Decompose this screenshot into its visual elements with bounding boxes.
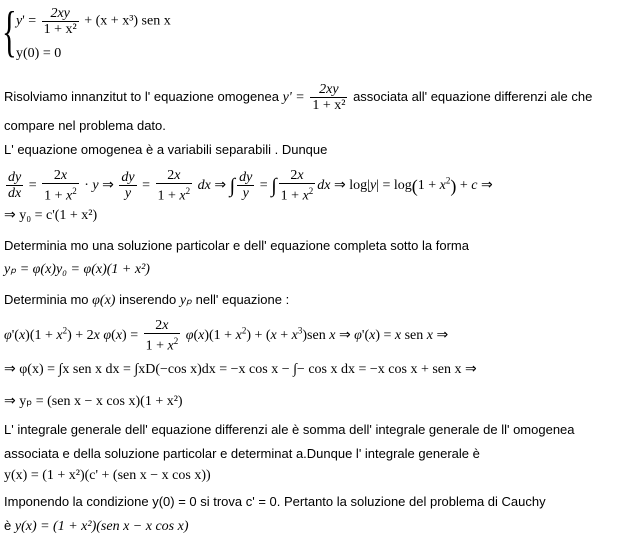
eq1-numerator: 2xy [42, 6, 79, 22]
y0-line: ⇒ y₀ = c'(1 + x²) [4, 208, 98, 223]
p1-eq: y' = [282, 89, 305, 105]
p1-text-a: Risolviamo innanzitut to l' equazione omogenea [4, 88, 279, 104]
paragraph-1 [4, 82, 592, 113]
p5-text-a: Determinia mo [4, 292, 89, 307]
eq1-denominator: 1 + x² [43, 22, 77, 37]
p9-text-a: è [4, 518, 12, 533]
p1-fraction [310, 82, 347, 113]
p1-numerator: 2xy [310, 82, 347, 98]
paragraph-7: associata e della soluzione particolar e determinat a.Dunque l' integrale generale è [4, 446, 480, 461]
yp-result-line: ⇒ yₚ = (sen x − x cos x)(1 + x²) [4, 394, 183, 409]
system-eq2: y(0) = 0 [16, 46, 62, 61]
p8-text-a: Imponendo la condizione [4, 494, 149, 509]
general-solution-line: y(x) = (1 + x²)(c' + (sen x − x cos x)) [4, 468, 211, 483]
system-brace: { [2, 1, 17, 63]
p5-text-c: nell' equazione : [195, 292, 290, 307]
p5-phi: φ(x) [92, 293, 116, 308]
system-eq1: y' = $\frac{2xy}{\text{1 + x²}}$ + (x + x³) sen x [16, 6, 171, 37]
paragraph-2: compare nel problema dato. [4, 118, 166, 133]
paragraph-9 [4, 518, 188, 535]
integration-line: ⇒ φ(x) = ∫x sen x dx = ∫xD(−cos x)dx = −x cos x − ∫− cos x dx = −x cos x + sen x ⇒ [4, 362, 477, 377]
paragraph-8 [4, 494, 546, 510]
p5-text-b: inserendo [119, 292, 177, 307]
paragraph-5 [4, 292, 289, 309]
yp-form-line: yₚ = φ(x)y₀ = φ(x)(1 + x²) [4, 262, 150, 277]
final-solution: y(x) = (1 + x²)(sen x − x cos x) [14, 519, 189, 534]
paragraph-4: Determinia mo una soluzione particolar e dell' equazione completa sotto la forma [4, 238, 469, 253]
eq1-rhs: + (x + x³) sen x [84, 13, 171, 29]
p8-text-b: y(0) = 0 si trova c' = 0. Pertanto la soluzione del problema di Cauchy [152, 494, 546, 509]
substitution-line: $\varphi'(x)(1 + x^2) + 2x$ φ(x) = $\frac{2x}{1 + x^2}$ $\varphi(x)(1 + x^2) + (x + x^3)sen$ x ⇒ φ'(x) = x sen x ⇒ [4, 318, 449, 354]
p1-denominator: 1 + x² [312, 98, 346, 113]
separation-line: $\frac{dy}{dx}$ = $\frac{2x}{1 + x^2}$ · y ⇒ $\frac{dy}{y}$ = $\frac{2x}{1 + x^2}$ dx ⇒ ∫ $\frac{dy}{y}$ = ∫ $\frac{2x}{1 + x^2}$ dx ⇒ $\log|y| = \log(1 + x^2) + c$ ⇒ [8, 168, 493, 204]
paragraph-6: L' integrale generale dell' equazione differenzi ale è somma dell' integrale generale de ll' omogenea [4, 422, 575, 437]
p5-yp: yₚ [179, 293, 193, 308]
p1-text-b: associata all' equazione differenzi ale che [353, 88, 593, 104]
eq1-fraction [42, 6, 79, 37]
paragraph-3: L' equazione omogenea è a variabili separabili . Dunque [4, 142, 328, 157]
